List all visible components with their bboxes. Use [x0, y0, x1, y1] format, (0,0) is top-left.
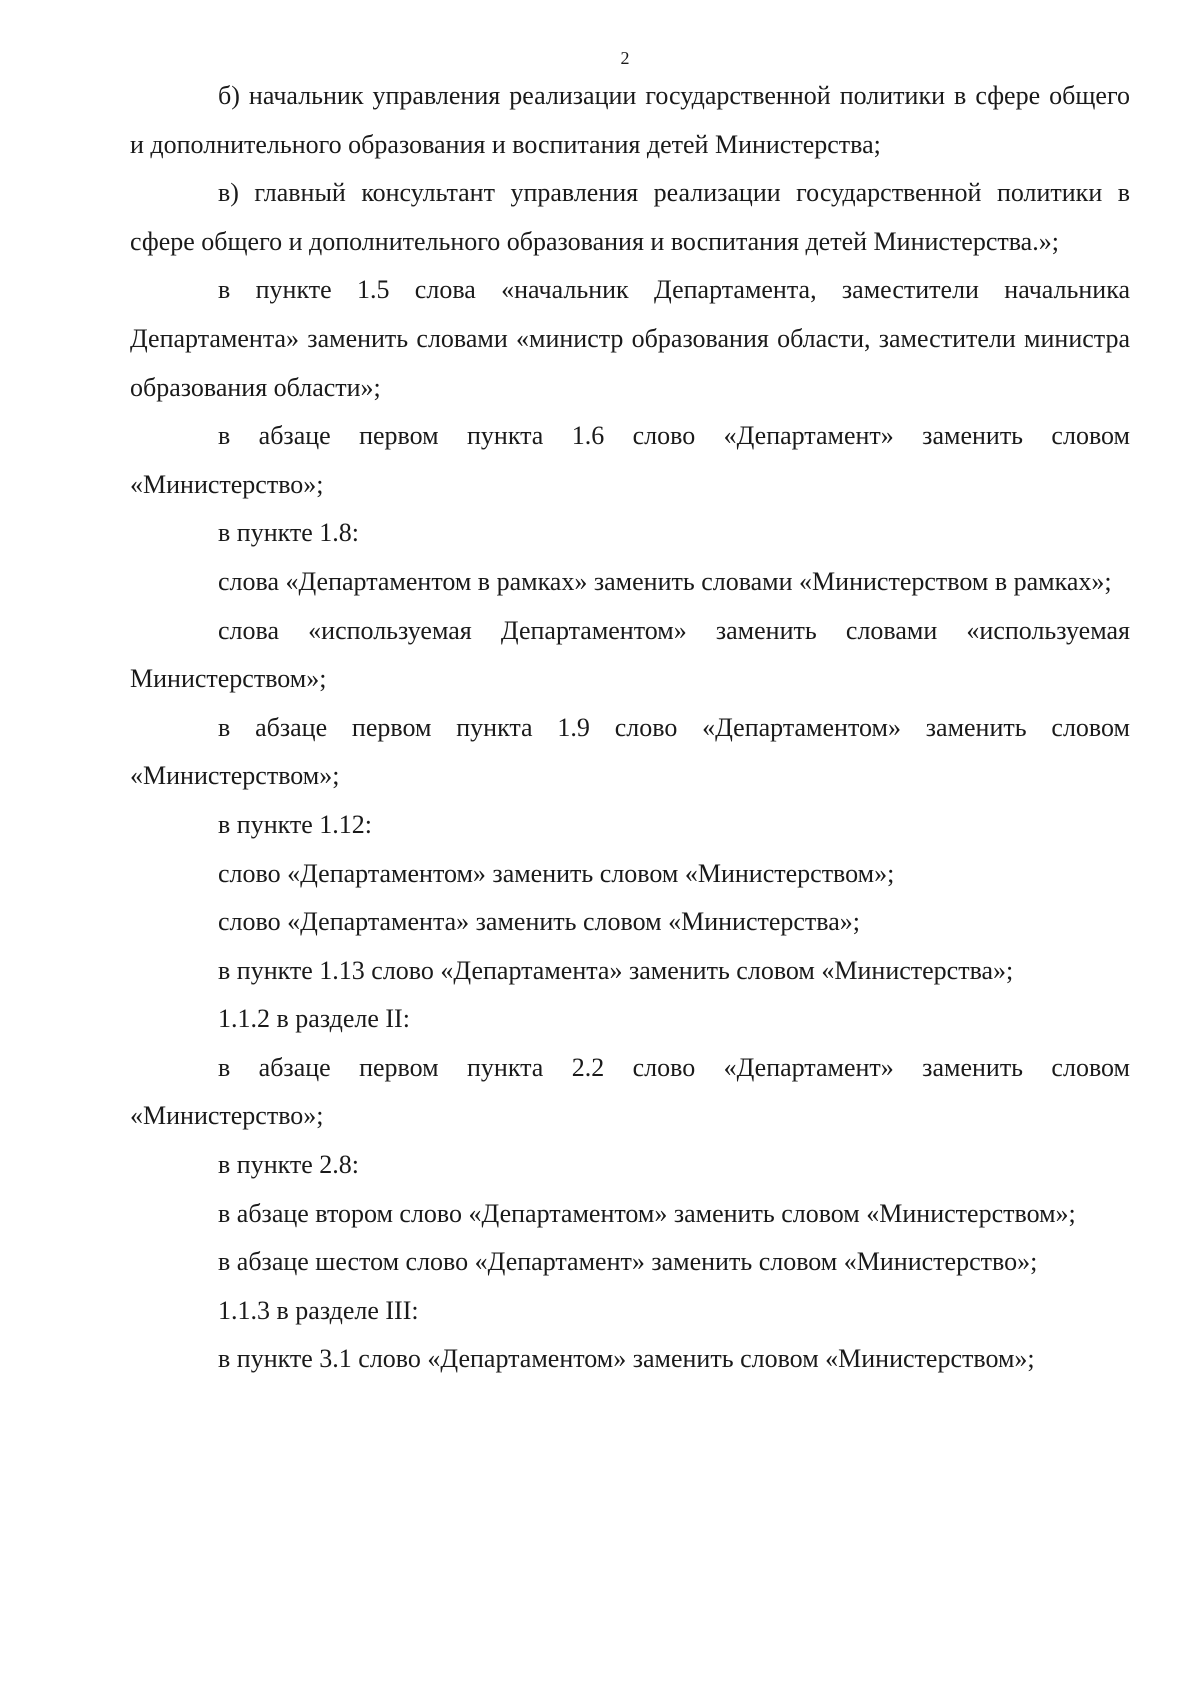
paragraph: в абзаце первом пункта 2.2 слово «Департамент» заменить словом «Министерство»; [130, 1052, 1130, 1131]
paragraph: в пункте 3.1 слово «Департаментом» заменить словом «Министерством»; [218, 1344, 1035, 1374]
paragraph: в пункте 1.13 слово «Департамента» заменить словом «Министерства»; [218, 955, 1014, 985]
paragraph: в пункте 1.5 слова «начальник Департамента, заместители начальника Департамента» заменить словами «министр образования области, заместители министра образования области»; [130, 275, 1130, 402]
paragraph: слово «Департаментом» заменить словом «Министерством»; [218, 858, 895, 888]
paragraph: в пункте 1.12: [218, 809, 373, 839]
paragraph: 1.1.3 в разделе III: [218, 1295, 419, 1325]
page-number: 2 [620, 48, 630, 68]
paragraph: слова «используемая Департаментом» заменить словами «используемая Министерством»; [130, 615, 1130, 694]
paragraph: слова «Департаментом в рамках» заменить словами «Министерством в рамках»; [218, 566, 1112, 596]
paragraph: в) главный консультант управления реализации государственной политики в сфере общего и дополнительного образования и воспитания детей Министерства.»; [130, 178, 1130, 256]
paragraph: 1.1.2 в разделе II: [218, 1004, 410, 1034]
paragraph: в абзаце шестом слово «Департамент» заменить словом «Министерство»; [218, 1247, 1038, 1277]
paragraph: б) начальник управления реализации государственной политики в сфере общего и дополнительного образования и воспитания детей Министерства; [130, 81, 1130, 159]
paragraph: в абзаце первом пункта 1.9 слово «Департаментом» заменить словом «Министерством»; [130, 712, 1130, 791]
document-body [130, 72, 1130, 1384]
paragraph: в пункте 1.8: [218, 518, 360, 548]
paragraph: в пункте 2.8: [218, 1150, 360, 1180]
paragraph: в абзаце втором слово «Департаментом» заменить словом «Министерством»; [218, 1198, 1076, 1228]
paragraph: слово «Департамента» заменить словом «Министерства»; [218, 907, 860, 937]
paragraph: в абзаце первом пункта 1.6 слово «Департамент» заменить словом «Министерство»; [130, 421, 1130, 499]
